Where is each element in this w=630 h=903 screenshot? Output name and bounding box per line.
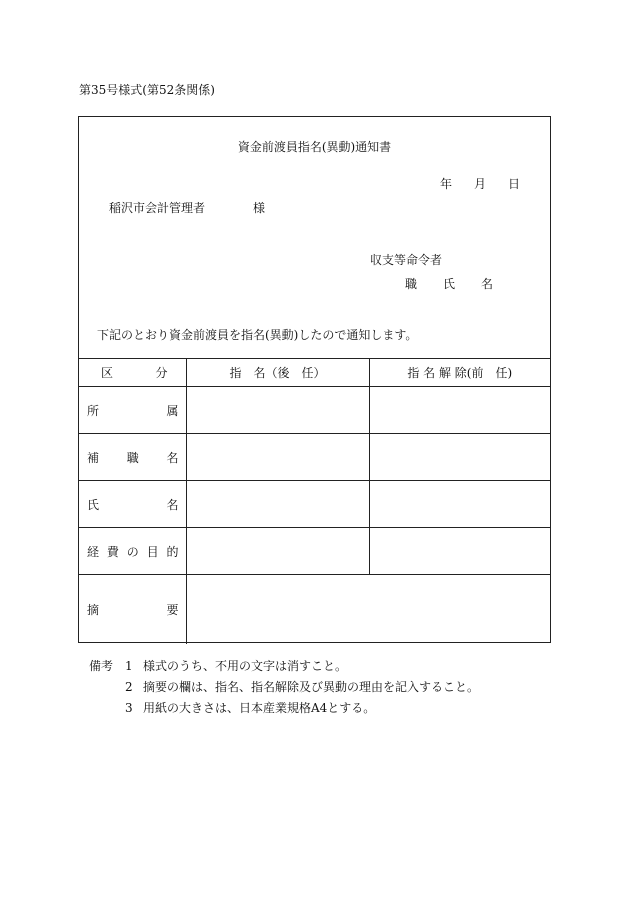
appointment-header: 指 名（後 任）: [186, 359, 369, 387]
addressee: [109, 199, 265, 216]
issuer-label-char: 名: [481, 277, 496, 291]
table-row: [79, 434, 550, 481]
row-label-purpose: 経 費 の 目 的: [79, 528, 186, 575]
assignment-table: [79, 358, 550, 644]
addressee-honorific: 様: [253, 201, 266, 215]
dismissal-name-cell[interactable]: [369, 481, 550, 528]
appointment-purpose-cell[interactable]: [186, 528, 369, 575]
notification-statement: 下記のとおり資金前渡員を指名(異動)したので通知します。: [97, 328, 418, 342]
dismissal-header: 指 名 解 除(前 任): [369, 359, 550, 387]
form-number: 第35号様式(第52条関係): [79, 83, 215, 97]
date-year-label: 年: [439, 177, 452, 191]
row-label-position: 補 職 名: [79, 434, 186, 481]
dismissal-position-cell[interactable]: [369, 434, 550, 481]
document-title: 資金前渡員指名(異動)通知書: [237, 140, 392, 154]
issuer-label-char: 氏: [443, 277, 458, 291]
appointment-position-cell[interactable]: [186, 434, 369, 481]
remarks-cell[interactable]: [186, 575, 550, 644]
dismissal-purpose-cell[interactable]: [369, 528, 550, 575]
appointment-affiliation-cell[interactable]: [186, 387, 369, 434]
row-label-affiliation: 所 属: [79, 387, 186, 434]
table-row: [79, 481, 550, 528]
addressee-name: 稲沢市会計管理者: [109, 201, 206, 215]
date-line: [440, 175, 520, 192]
table-row: [79, 387, 550, 434]
dismissal-affiliation-cell[interactable]: [369, 387, 550, 434]
issuer-name-label: [405, 275, 495, 292]
appointment-name-cell[interactable]: [186, 481, 369, 528]
category-header: 区 分: [79, 359, 186, 387]
note-item: 2 摘要の欄は、指名、指名解除及び異動の理由を記入すること。: [125, 680, 480, 694]
form-frame: [78, 116, 551, 643]
table-row: [79, 575, 550, 644]
notes-heading: 備考: [89, 659, 114, 673]
row-label-name: 氏 名: [79, 481, 186, 528]
note-item: 備考 1 様式のうち、不用の文字は消すこと。: [89, 656, 479, 677]
table-row: [79, 528, 550, 575]
date-day-label: 日: [507, 177, 520, 191]
notes: [89, 656, 479, 719]
note-item: 3 用紙の大きさは、日本産業規格A4とする。: [125, 701, 376, 715]
row-label-remarks: 摘 要: [79, 575, 186, 644]
issuer-role: 収支等命令者: [370, 253, 443, 267]
issuer-label-char: 職: [405, 277, 420, 291]
date-month-label: 月: [473, 177, 486, 191]
table-header-row: [79, 359, 550, 387]
